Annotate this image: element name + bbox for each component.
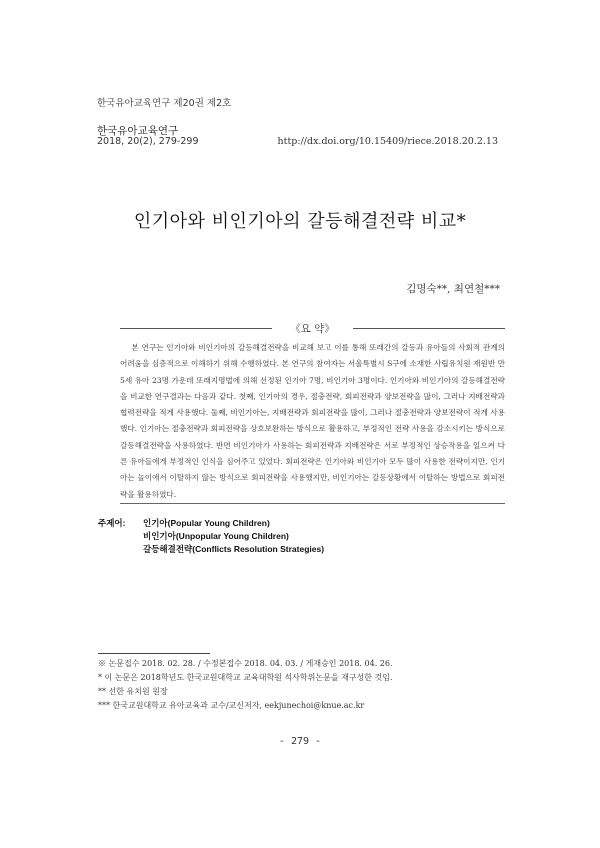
- abstract-body: [120, 340, 505, 503]
- abstract-heading-rule-left: [120, 328, 272, 329]
- running-head: 한국유아교육연구 제20권 제2호: [97, 98, 232, 109]
- footnote-divider: [98, 653, 210, 654]
- journal-citation: 2018, 20(2), 279-299: [97, 136, 199, 147]
- footnotes: [98, 657, 393, 713]
- keywords-label: 주제어:: [98, 518, 126, 528]
- keywords: [98, 517, 324, 556]
- footnote-item: *** 한국교원대학교 유아교육과 교수/교신저자, eekjunechoi@knue.ac.kr: [98, 701, 365, 710]
- footnote-item: ※ 논문접수 2018. 02. 28. / 수정본접수 2018. 04. 03. / 게재승인 2018. 04. 26.: [98, 659, 393, 668]
- journal-name: 한국유아교육연구: [97, 125, 179, 137]
- keyword-item: 비인기아(Unpopular Young Children): [143, 531, 289, 541]
- footnote-item: ** 선한 유치원 원장: [98, 687, 168, 696]
- abstract-heading-label: 《요 약》: [290, 323, 335, 335]
- paper-title: 인기아와 비인기아의 갈등해결전략 비교*: [133, 211, 467, 232]
- keyword-item: 갈등해결전략(Conflicts Resolution Strategies): [143, 544, 325, 554]
- keyword-item: 인기아(Popular Young Children): [143, 518, 270, 528]
- page-number: - 279 -: [278, 736, 322, 747]
- footnote-item: * 이 논문은 2018학년도 한국교원대학교 교육대학원 석사학위논문을 재구성한 것임.: [98, 673, 393, 682]
- doi-link[interactable]: http://dx.doi.org/10.15409/riece.2018.20.2.13: [277, 136, 498, 147]
- abstract-text: 본 연구는 인기아와 비인기아의 갈등해결전략을 비교해 보고 이를 통해 또래간의 갈등과 유아들의 사회적 관계의 어려움을 심층적으로 이해하기 위해 수행하였다. 본 연구의 참여자는 서울특별시 S구에 소재한 사립유치원 재원반 만5세 유아 23명 가운데 또래지명법에 의해 선정된 인기아 7명, 비인기아 3명이다. 인기아와 비인기아의 갈등해결전략을 비교한 연구결과는 다음과 같다. 첫째, 인기아의 경우, 절충전략, 회피전략과 양보전략을 많이, 그러나 지배전략과 협력전략을 적게 사용했다. 둘째, 비인기아는, 지배전략과 회피전략을 많이, 그러나 절충전략과 양보전략이 적게 사용했다. 인기아는 절충전략과 회피전략을 상호보완하는 방식으로 활용하고, 부정적인 전략 사용을 감소시키는 방식으로 갈등해결전략을 사용하였다. 반면 비인기아가 사용하는 회피전략과 지배전략은 서로 부정적인 상승작용을 일으켜 다른 유아들에게 부정적인 인식을 심어주고 있었다. 회피전략은 인기아와 비인기아 모두 많이 사용한 전략이지만, 인기아는 놀이에서 이탈하지 않는 방식으로 회피전략을 사용했지만, 비인기아는 갈등상황에서 이탈하는 방법으로 회피전략을 활용하였다.: [120, 343, 505, 499]
- abstract-heading: [120, 321, 505, 335]
- abstract-heading-rule-right: [353, 328, 505, 329]
- authors: 김명숙**, 최연철***: [406, 283, 500, 295]
- abstract-divider: [120, 503, 505, 504]
